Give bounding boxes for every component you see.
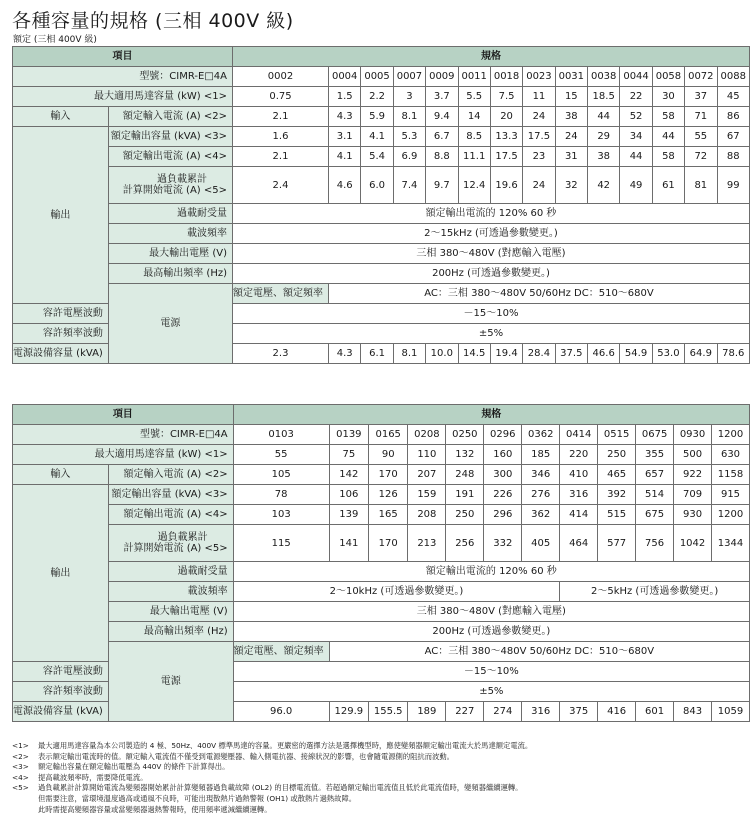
cell-output-capacity: 34: [620, 127, 652, 147]
cell-input-current: 248: [446, 465, 484, 485]
cell-motor-capacity: 75: [329, 445, 368, 465]
cell-output-current: 414: [560, 505, 598, 525]
cell-output-current: 103: [233, 505, 329, 525]
cell-overload-start: 81: [685, 167, 717, 204]
cell-input-current: 300: [484, 465, 522, 485]
cell-motor-capacity: 7.5: [490, 87, 522, 107]
cell-overload-start: 99: [717, 167, 750, 204]
cell-motor-capacity: 37: [685, 87, 717, 107]
cell-motor-capacity: 250: [598, 445, 636, 465]
cell-model: 0009: [426, 67, 458, 87]
cell-overload-start: 213: [408, 525, 446, 562]
footnote: [12, 741, 742, 752]
label-output-current: 額定輸出電流 (A) <4>: [108, 147, 232, 167]
cell-carrier-frequency: 2～15kHz (可透過參數變更。): [233, 224, 750, 244]
cell-model: 0007: [393, 67, 425, 87]
cell-model: 0058: [652, 67, 684, 87]
cell-model: 0023: [523, 67, 555, 87]
cell-power-capacity: 316: [522, 702, 560, 722]
cell-power-capacity: 2.3: [233, 344, 329, 364]
label-max-output-frequency: 最高輸出頻率 (Hz): [108, 622, 233, 642]
cell-output-current: 58: [652, 147, 684, 167]
cell-input-current: 24: [523, 107, 555, 127]
cell-overload-start: 405: [522, 525, 560, 562]
cell-input-current: 86: [717, 107, 750, 127]
header-spec: 規格: [233, 405, 749, 425]
cell-power-capacity: 53.0: [652, 344, 684, 364]
cell-overload-start: 256: [446, 525, 484, 562]
footnote: [12, 805, 742, 816]
cell-power-capacity: 28.4: [523, 344, 555, 364]
cell-power-capacity: 274: [484, 702, 522, 722]
cell-overload-start: 4.6: [329, 167, 361, 204]
cell-input-current: 52: [620, 107, 652, 127]
cell-model: 0362: [522, 425, 560, 445]
cell-output-current: 250: [446, 505, 484, 525]
label-overload-start-line1: 過負載累計: [157, 174, 207, 185]
cell-output-current: 675: [636, 505, 674, 525]
cell-output-capacity: 29: [588, 127, 620, 147]
cell-input-current: 20: [490, 107, 522, 127]
label-overload-start-line1: 過負載累計: [157, 532, 208, 543]
cell-power-capacity: 4.3: [329, 344, 361, 364]
cell-model: 0139: [329, 425, 368, 445]
cell-motor-capacity: 3.7: [426, 87, 458, 107]
label-overload-start-line2: 計算開始電流 (A) <5>: [122, 185, 227, 196]
footnote: [12, 773, 742, 784]
cell-output-capacity: 915: [712, 485, 750, 505]
cell-model: 0018: [490, 67, 522, 87]
cell-power-capacity: 6.1: [361, 344, 393, 364]
cell-output-current: 296: [484, 505, 522, 525]
cell-output-capacity: 316: [560, 485, 598, 505]
label-overload-tolerance: 過載耐受量: [108, 562, 233, 582]
footnote-mark: [12, 805, 38, 816]
group-output: 輸出: [13, 485, 109, 662]
footnote-text: 提高載波頻率時，需要降低電流。: [38, 772, 148, 782]
cell-motor-capacity: 55: [233, 445, 329, 465]
label-carrier-frequency: 載波頻率: [108, 582, 233, 602]
group-output: 輸出: [13, 127, 109, 304]
cell-output-current: 8.8: [426, 147, 458, 167]
cell-overload-start: 12.4: [458, 167, 490, 204]
cell-voltage-fluctuation: －15～10%: [233, 662, 749, 682]
cell-input-current: 4.3: [329, 107, 361, 127]
group-input: 輸入: [13, 107, 109, 127]
footnote: [12, 783, 742, 794]
cell-overload-start: 756: [636, 525, 674, 562]
cell-model: 0250: [446, 425, 484, 445]
label-rated-voltage: 額定電壓、額定頻率: [233, 642, 329, 662]
cell-overload-start: 170: [369, 525, 408, 562]
cell-output-capacity: 159: [408, 485, 446, 505]
cell-output-capacity: 17.5: [523, 127, 555, 147]
cell-model: 0004: [329, 67, 361, 87]
cell-model: 0005: [361, 67, 393, 87]
cell-output-current: 930: [674, 505, 712, 525]
cell-motor-capacity: 110: [408, 445, 446, 465]
cell-frequency-fluctuation: ±5%: [233, 324, 750, 344]
cell-output-current: 165: [369, 505, 408, 525]
cell-power-capacity: 416: [598, 702, 636, 722]
cell-power-capacity: 601: [636, 702, 674, 722]
label-voltage-fluctuation: 容許電壓波動: [13, 662, 109, 682]
cell-overload-start: 464: [560, 525, 598, 562]
group-input: 輸入: [13, 465, 109, 485]
cell-input-current: 922: [674, 465, 712, 485]
cell-input-current: 5.9: [361, 107, 393, 127]
cell-output-current: 2.1: [233, 147, 329, 167]
label-overload-start: [108, 167, 232, 204]
cell-motor-capacity: 160: [484, 445, 522, 465]
cell-output-current: 208: [408, 505, 446, 525]
label-input-current: 額定輸入電流 (A) <2>: [108, 465, 233, 485]
cell-overload-tolerance: 額定輸出電流的 120% 60 秒: [233, 204, 750, 224]
cell-power-capacity: 155.5: [369, 702, 408, 722]
spec-table-2: [12, 404, 750, 722]
cell-power-capacity: 1059: [712, 702, 750, 722]
cell-max-output-voltage: 三相 380～480V (對應輸入電壓): [233, 244, 750, 264]
cell-motor-capacity: 1.5: [329, 87, 361, 107]
label-voltage-fluctuation: 容許電壓波動: [13, 304, 109, 324]
cell-motor-capacity: 11: [523, 87, 555, 107]
cell-overload-start: 7.4: [393, 167, 425, 204]
cell-input-current: 2.1: [233, 107, 329, 127]
cell-power-capacity: 64.9: [685, 344, 717, 364]
header-spec: 規格: [233, 47, 750, 67]
cell-power-capacity: 189: [408, 702, 446, 722]
cell-model: 0088: [717, 67, 750, 87]
cell-overload-start: 9.7: [426, 167, 458, 204]
spec-table-1: [12, 46, 750, 364]
cell-input-current: 14: [458, 107, 490, 127]
cell-output-current: 31: [555, 147, 587, 167]
label-output-capacity: 額定輸出容量 (kVA) <3>: [108, 485, 233, 505]
label-frequency-fluctuation: 容許頻率波動: [13, 682, 109, 702]
cell-power-capacity: 375: [560, 702, 598, 722]
cell-motor-capacity: 500: [674, 445, 712, 465]
cell-input-current: 58: [652, 107, 684, 127]
cell-output-current: 44: [620, 147, 652, 167]
cell-output-current: 515: [598, 505, 636, 525]
cell-voltage-fluctuation: －15～10%: [233, 304, 750, 324]
cell-motor-capacity: 220: [560, 445, 598, 465]
cell-overload-start: 2.4: [233, 167, 329, 204]
cell-motor-capacity: 185: [522, 445, 560, 465]
header-item: 項目: [13, 47, 233, 67]
cell-model: 1200: [712, 425, 750, 445]
cell-output-capacity: 4.1: [361, 127, 393, 147]
label-max-output-frequency: 最高輸出頻率 (Hz): [108, 264, 232, 284]
cell-motor-capacity: 18.5: [588, 87, 620, 107]
cell-model: 0675: [636, 425, 674, 445]
cell-input-current: 9.4: [426, 107, 458, 127]
cell-motor-capacity: 90: [369, 445, 408, 465]
cell-output-capacity: 392: [598, 485, 636, 505]
cell-input-current: 1158: [712, 465, 750, 485]
cell-model: 0414: [560, 425, 598, 445]
cell-model: 0002: [233, 67, 329, 87]
cell-output-current: 4.1: [329, 147, 361, 167]
group-power: 電源: [108, 284, 232, 364]
cell-overload-start: 24: [523, 167, 555, 204]
cell-model: 0930: [674, 425, 712, 445]
cell-motor-capacity: 30: [652, 87, 684, 107]
cell-carrier-frequency: 2～10kHz (可透過參數變更。): [233, 582, 560, 602]
cell-motor-capacity: 2.2: [361, 87, 393, 107]
cell-motor-capacity: 355: [636, 445, 674, 465]
cell-input-current: 465: [598, 465, 636, 485]
cell-power-capacity: 96.0: [233, 702, 329, 722]
label-overload-tolerance: 過載耐受量: [108, 204, 232, 224]
label-output-capacity: 額定輸出容量 (kVA) <3>: [108, 127, 232, 147]
cell-input-current: 346: [522, 465, 560, 485]
label-input-current: 額定輸入電流 (A) <2>: [108, 107, 232, 127]
cell-output-current: 139: [329, 505, 368, 525]
label-max-output-voltage: 最大輸出電壓 (V): [108, 244, 232, 264]
cell-output-current: 1200: [712, 505, 750, 525]
cell-model: 0072: [685, 67, 717, 87]
footnote: [12, 762, 742, 773]
cell-model: 0296: [484, 425, 522, 445]
cell-output-capacity: 276: [522, 485, 560, 505]
cell-overload-start: 577: [598, 525, 636, 562]
cell-overload-start: 141: [329, 525, 368, 562]
cell-overload-start: 115: [233, 525, 329, 562]
cell-output-capacity: 67: [717, 127, 750, 147]
label-overload-start: [108, 525, 233, 562]
cell-output-capacity: 55: [685, 127, 717, 147]
cell-output-capacity: 3.1: [329, 127, 361, 147]
page-title: 各種容量的規格 (三相 400V 級): [12, 10, 294, 32]
cell-input-current: 71: [685, 107, 717, 127]
cell-overload-start: 32: [555, 167, 587, 204]
cell-power-capacity: 843: [674, 702, 712, 722]
cell-output-capacity: 1.6: [233, 127, 329, 147]
cell-overload-start: 42: [588, 167, 620, 204]
cell-output-capacity: 13.3: [490, 127, 522, 147]
cell-model: 0011: [458, 67, 490, 87]
cell-overload-start: 332: [484, 525, 522, 562]
cell-overload-start: 61: [652, 167, 684, 204]
cell-model: 0038: [588, 67, 620, 87]
cell-overload-start: 6.0: [361, 167, 393, 204]
cell-motor-capacity: 3: [393, 87, 425, 107]
cell-overload-start: 19.6: [490, 167, 522, 204]
cell-output-capacity: 78: [233, 485, 329, 505]
cell-max-output-frequency: 200Hz (可透過參數變更。): [233, 622, 749, 642]
cell-power-capacity: 14.5: [458, 344, 490, 364]
label-model: 型號：CIMR-E□4A: [13, 425, 234, 445]
label-rated-voltage: 額定電壓、額定頻率: [233, 284, 329, 304]
cell-output-current: 72: [685, 147, 717, 167]
cell-motor-capacity: 5.5: [458, 87, 490, 107]
cell-output-capacity: 6.7: [426, 127, 458, 147]
cell-power-capacity: 19.4: [490, 344, 522, 364]
label-motor-capacity: 最大適用馬達容量 (kW) <1>: [13, 445, 234, 465]
cell-power-capacity: 78.6: [717, 344, 750, 364]
cell-model: 0165: [369, 425, 408, 445]
cell-frequency-fluctuation: ±5%: [233, 682, 749, 702]
header-item: 項目: [13, 405, 234, 425]
cell-max-output-frequency: 200Hz (可透過參數變更。): [233, 264, 750, 284]
footnote-text: 但需要注意，當環境溫度過高或通風不良時，可能出現散熱片過熱警報 (OH1) 或散熱片過熱故障。: [38, 793, 357, 803]
cell-input-current: 170: [369, 465, 408, 485]
label-frequency-fluctuation: 容許頻率波動: [13, 324, 109, 344]
cell-output-capacity: 126: [369, 485, 408, 505]
footnote-text: 表示額定輸出電流時的值。額定輸入電流值不僅受到電源變壓器、輸入側電抗器、接線狀況的影響，也會隨電源側的阻抗而波動。: [38, 751, 454, 761]
cell-output-current: 6.9: [393, 147, 425, 167]
cell-input-current: 657: [636, 465, 674, 485]
footnote-mark: [12, 794, 38, 805]
cell-output-current: 5.4: [361, 147, 393, 167]
label-overload-start-line2: 計算開始電流 (A) <5>: [123, 543, 228, 554]
cell-model: 0103: [233, 425, 329, 445]
cell-output-capacity: 106: [329, 485, 368, 505]
cell-motor-capacity: 45: [717, 87, 750, 107]
cell-model: 0515: [598, 425, 636, 445]
cell-output-capacity: 514: [636, 485, 674, 505]
cell-carrier-frequency: 2～5kHz (可透過參數變更。): [560, 582, 750, 602]
label-model: 型號：CIMR-E□4A: [13, 67, 233, 87]
cell-output-current: 362: [522, 505, 560, 525]
cell-input-current: 44: [588, 107, 620, 127]
cell-rated-voltage: AC：三相 380～480V 50/60Hz DC：510～680V: [329, 642, 749, 662]
cell-input-current: 8.1: [393, 107, 425, 127]
cell-motor-capacity: 132: [446, 445, 484, 465]
cell-power-capacity: 227: [446, 702, 484, 722]
cell-rated-voltage: AC：三相 380～480V 50/60Hz DC：510～680V: [329, 284, 750, 304]
footnote: [12, 794, 742, 805]
label-max-output-voltage: 最大輸出電壓 (V): [108, 602, 233, 622]
label-motor-capacity: 最大適用馬達容量 (kW) <1>: [13, 87, 233, 107]
footnote-mark: <1>: [12, 741, 29, 750]
cell-max-output-voltage: 三相 380～480V (對應輸入電壓): [233, 602, 749, 622]
cell-motor-capacity: 22: [620, 87, 652, 107]
cell-output-current: 17.5: [490, 147, 522, 167]
footnote-text: 過負載累計計算開始電流為變頻器開始累計計算變頻器過負載故障 (OL2) 的目標電流值。若超過額定輸出電流值且低於此電流值時，變頻器繼續運轉。: [38, 783, 523, 793]
cell-model: 0044: [620, 67, 652, 87]
cell-overload-tolerance: 額定輸出電流的 120% 60 秒: [233, 562, 749, 582]
cell-output-capacity: 24: [555, 127, 587, 147]
footnote: [12, 752, 742, 763]
footnote-mark: <4>: [12, 772, 29, 782]
cell-output-current: 23: [523, 147, 555, 167]
cell-overload-start: 1042: [674, 525, 712, 562]
cell-input-current: 142: [329, 465, 368, 485]
label-carrier-frequency: 載波頻率: [108, 224, 232, 244]
cell-power-capacity: 46.6: [588, 344, 620, 364]
cell-output-capacity: 8.5: [458, 127, 490, 147]
footnote-mark: <3>: [12, 762, 29, 772]
cell-output-capacity: 44: [652, 127, 684, 147]
footnote-text: 最大適用馬達容量為本公司製造的 4 極、50Hz、400V 標準馬達的容量。更嚴密的選擇方法是選擇機型時，應使變頻器額定輸出電流大於馬達額定電流。: [38, 741, 533, 750]
cell-model: 0031: [555, 67, 587, 87]
label-power-capacity: 電源設備容量 (kVA): [13, 702, 109, 722]
cell-motor-capacity: 15: [555, 87, 587, 107]
cell-power-capacity: 37.5: [555, 344, 587, 364]
footnotes: [12, 741, 742, 815]
label-power-capacity: 電源設備容量 (kVA): [13, 344, 109, 364]
cell-motor-capacity: 0.75: [233, 87, 329, 107]
cell-power-capacity: 54.9: [620, 344, 652, 364]
cell-model: 0208: [408, 425, 446, 445]
cell-input-current: 38: [555, 107, 587, 127]
cell-power-capacity: 129.9: [329, 702, 368, 722]
cell-overload-start: 1344: [712, 525, 750, 562]
cell-power-capacity: 10.0: [426, 344, 458, 364]
label-output-current: 額定輸出電流 (A) <4>: [108, 505, 233, 525]
cell-power-capacity: 8.1: [393, 344, 425, 364]
page-subtitle: 額定 (三相 400V 級): [13, 35, 97, 45]
cell-output-current: 11.1: [458, 147, 490, 167]
footnote-text: 此時需提高變頻器容量或當變頻器過熱警報時，使用頻率遞減繼續運轉。: [38, 804, 272, 814]
cell-output-capacity: 709: [674, 485, 712, 505]
group-power: 電源: [108, 642, 233, 722]
cell-output-capacity: 191: [446, 485, 484, 505]
cell-input-current: 105: [233, 465, 329, 485]
cell-motor-capacity: 630: [712, 445, 750, 465]
cell-output-current: 38: [588, 147, 620, 167]
footnote-mark: <2>: [12, 751, 29, 761]
cell-input-current: 410: [560, 465, 598, 485]
cell-output-capacity: 226: [484, 485, 522, 505]
footnote-mark: <5>: [12, 783, 29, 793]
cell-output-capacity: 5.3: [393, 127, 425, 147]
cell-input-current: 207: [408, 465, 446, 485]
cell-overload-start: 49: [620, 167, 652, 204]
footnote-text: 額定輸出容量在額定輸出電壓為 440V 的條件下計算得出。: [38, 762, 230, 772]
cell-output-current: 88: [717, 147, 750, 167]
